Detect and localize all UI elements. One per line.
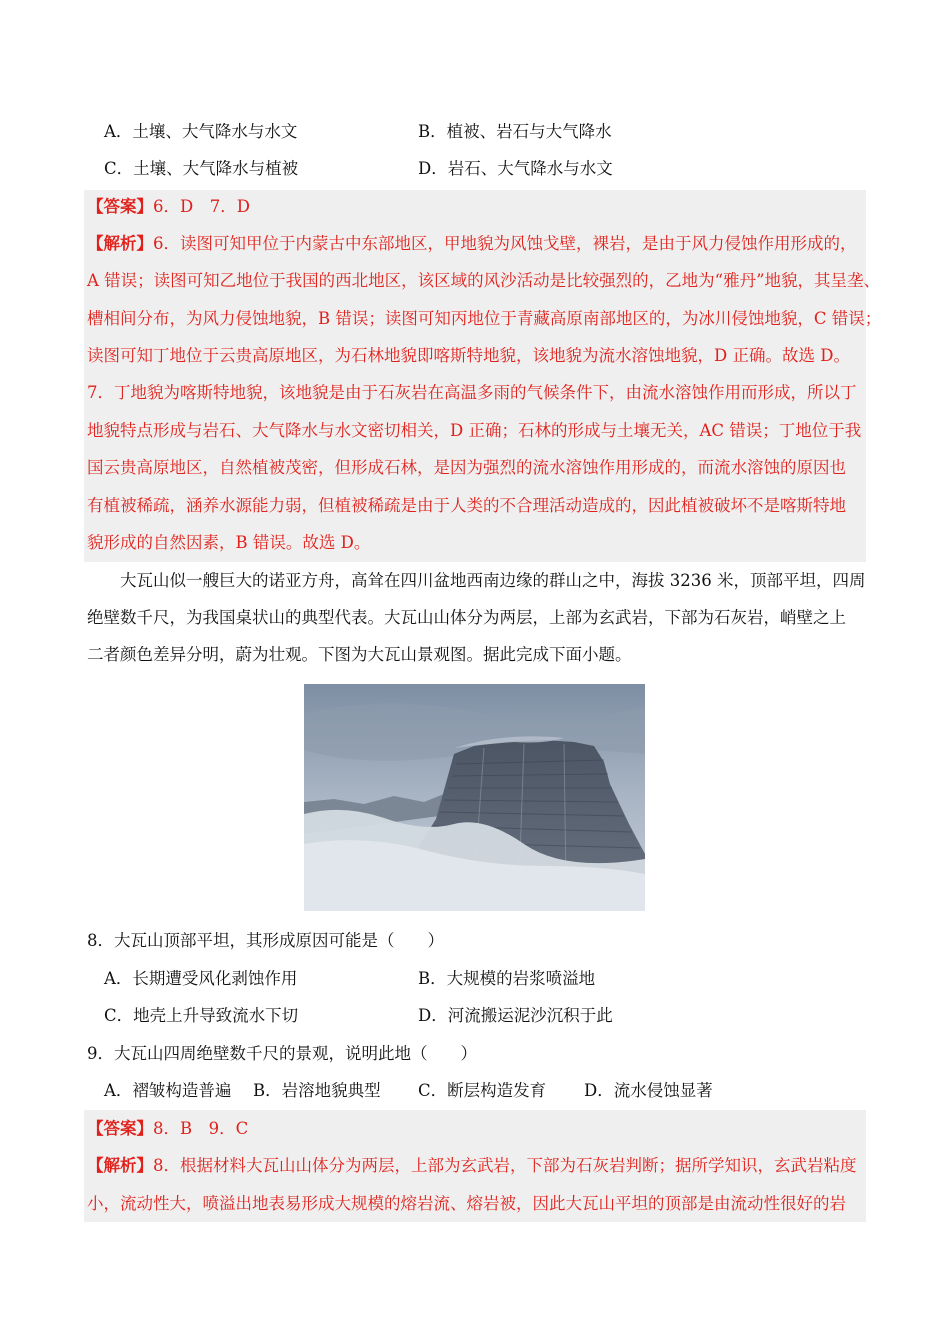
- passage-line-2: 绝壁数千尺，为我国桌状山的典型代表。大瓦山山体分为两层，上部为玄武岩，下部为石灰岩，峭壁之上: [87, 608, 846, 627]
- q9-option-d: D．流水侵蚀显著: [584, 1081, 713, 1100]
- answer-1: [87, 196, 250, 218]
- analysis-1-line-8: 有植被稀疏，涵养水源能力弱，但植被稀疏是由于人类的不合理活动造成的，因此植被破坏不是喀斯特地: [87, 496, 846, 515]
- q9-option-a: A．褶皱构造普遍: [104, 1081, 232, 1100]
- q8-stem: 8．大瓦山顶部平坦，其形成原因可能是（ ）: [87, 931, 444, 950]
- dawashan-landscape-photo: [304, 684, 645, 911]
- analysis-1-line-9: 貌形成的自然因素，B 错误。故选 D。: [87, 533, 371, 552]
- q8-option-b: B．大规模的岩浆喷溢地: [418, 969, 596, 988]
- analysis-1-line-1: 【解析】6．读图可知甲位于内蒙古中东部地区，甲地貌为风蚀戈壁，裸岩，是由于风力侵蚀作用形成的，: [87, 234, 857, 253]
- analysis-2-line-1: 【解析】8．根据材料大瓦山山体分为两层，上部为玄武岩，下部为石灰岩判断；据所学知识，玄武岩粘度: [87, 1156, 857, 1175]
- analysis-2-label: 【解析】: [87, 1156, 153, 1175]
- q8-option-d: D．河流搬运泥沙沉积于此: [418, 1006, 613, 1025]
- q8-option-c: C．地壳上升导致流水下切: [104, 1006, 299, 1025]
- q7-option-b: B．植被、岩石与大气降水: [418, 122, 612, 141]
- analysis-1-line-7: 国云贵高原地区，自然植被茂密，但形成石林，是因为强烈的流水溶蚀作用形成的，而流水溶蚀的原因也: [87, 458, 846, 477]
- answer-2-text: 8．B 9．C: [153, 1119, 249, 1138]
- analysis-1-label: 【解析】: [87, 234, 153, 253]
- q7-option-a: A．土壤、大气降水与水文: [104, 122, 298, 141]
- answer-2: [87, 1118, 248, 1140]
- q9-stem: 9．大瓦山四周绝壁数千尺的景观，说明此地（ ）: [87, 1044, 477, 1063]
- analysis-1-line-4: 读图可知丁地位于云贵高原地区，为石林地貌即喀斯特地貌，该地貌为流水溶蚀地貌，D 正确。故选 D。: [87, 346, 850, 365]
- q9-option-b: B．岩溶地貌典型: [253, 1081, 381, 1100]
- passage-line-3: 二者颜色差异分明，蔚为壮观。下图为大瓦山景观图。据此完成下面小题。: [87, 645, 632, 664]
- analysis-2-line-2: 小，流动性大，喷溢出地表易形成大规模的熔岩流、熔岩被，因此大瓦山平坦的顶部是由流动性很好的岩: [87, 1194, 846, 1213]
- analysis-1-line-5: 7．丁地貌为喀斯特地貌，该地貌是由于石灰岩在高温多雨的气候条件下，由流水溶蚀作用而形成，所以丁: [87, 383, 857, 402]
- analysis-1-line-6: 地貌特点形成与岩石、大气降水与水文密切相关，D 正确；石林的形成与土壤无关，AC 错误；丁地位于我: [87, 421, 862, 440]
- analysis-1-line-2: A 错误；读图可知乙地位于我国的西北地区，该区域的风沙活动是比较强烈的，乙地为“雅丹”地貌，其呈垄、: [87, 271, 881, 290]
- q9-option-c: C．断层构造发育: [418, 1081, 547, 1100]
- analysis-1-line-3: 槽相间分布，为风力侵蚀地貌，B 错误；读图可知丙地位于青藏高原南部地区的，为冰川侵蚀地貌，C 错误；: [87, 309, 882, 328]
- q8-option-a: A．长期遭受风化剥蚀作用: [104, 969, 298, 988]
- answer-1-text: 6．D 7．D: [153, 197, 250, 216]
- answer-1-label: 【答案】: [87, 197, 153, 216]
- answer-2-label: 【答案】: [87, 1119, 153, 1138]
- passage-line-1: 大瓦山似一艘巨大的诺亚方舟，高耸在四川盆地西南边缘的群山之中，海拔 3236 米，顶部平坦，四周: [120, 571, 866, 590]
- q7-option-c: C．土壤、大气降水与植被: [104, 159, 299, 178]
- q7-option-d: D．岩石、大气降水与水文: [418, 159, 613, 178]
